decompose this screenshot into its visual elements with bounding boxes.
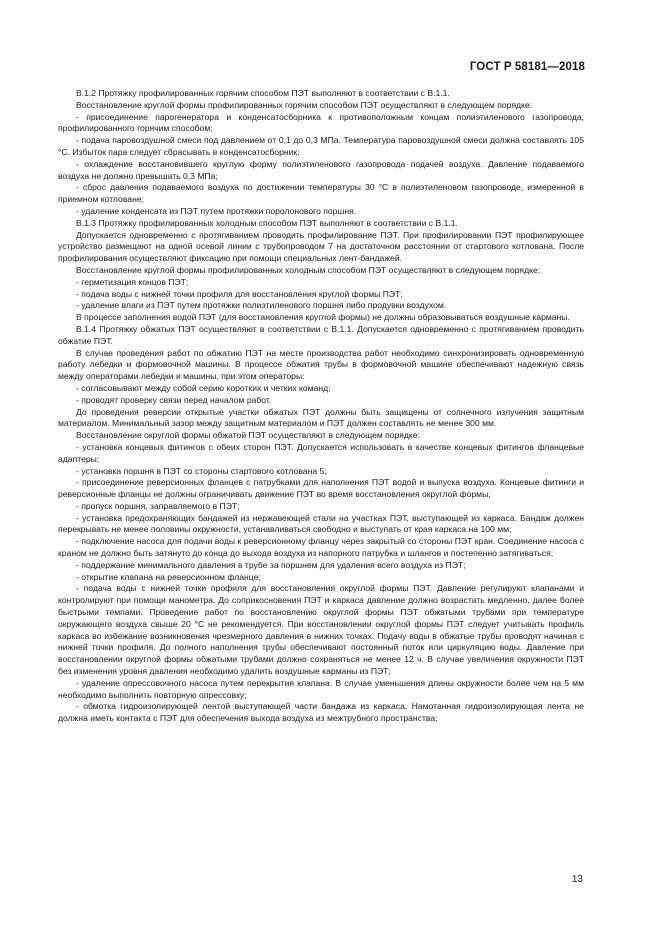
list-item: - согласовывают между собой серию коротких и четких команд; — [76, 382, 331, 393]
list-item: - установка концевых фитингов с обеих сторон ПЭТ. Допускается использовать в качестве концевых фитингов фланцевые адаптеры; — [58, 441, 584, 464]
document-body — [58, 88, 584, 725]
page-number: 13 — [571, 874, 583, 885]
paragraph: В.1.2 Протяжку профилированных горячим способом ПЭТ выполняют в соответствии с В.1.1. — [76, 88, 450, 98]
paragraph: В случае проведения работ по обжатию ПЭТ на месте производства работ необходимо синхронизировать одновременную работу лебедки и формовочной машины. В процессе обжатия трубы в формовочной машине обеспечивают надежную связь между операторами лебедки и машины, при этом операторы: — [58, 347, 584, 382]
list-item: - установка поршня в ПЭТ со стороны стартового котлована 5; — [76, 465, 327, 476]
list-item: - открытие клапана на реверсионном фланце; — [76, 571, 261, 582]
list-item: - присоединение реверсионных фланцев с патрубками для наполнения ПЭТ водой и выпуска воздуха. Концевые фитинги и реверсионные фланцы не должны ограничивать движение ПЭТ во время восстановления округлой формы; — [58, 477, 584, 500]
list-item: - поддержание минимального давления в трубе за поршнем для удаления всего воздуха из ПЭТ; — [76, 559, 466, 570]
list-item: - пропуск поршня, заправляемого в ПЭТ; — [76, 500, 240, 511]
list-item: - проводят проверку связи перед началом работ. — [76, 394, 272, 405]
list-item: - удаление опрессовочного насоса путем перекрытия клапана. В случае уменьшения длины окружности более чем на 5 мм необходимо выполнить повторную опрессовку; — [58, 677, 584, 700]
paragraph: До проведения реверсии открытые участки обжатых ПЭТ должны быть защищены от солнечного излучения защитным материалом. Минимальный зазор между защитным материалом и ПЭТ должен составлять не менее 300 мм. — [58, 406, 584, 429]
paragraph: В.1.4 Протяжку обжатых ПЭТ осуществляют в соответствии с В.1.1. Допускается одновременно с протягиванием проводить обжатие ПЭТ. — [58, 323, 584, 346]
paragraph: В процессе заполнения водой ПЭТ (для восстановления круглой формы) не должны образовываться воздушные карманы. — [76, 312, 570, 323]
list-item: - подключение насоса для подачи воды к реверсионному фланцу через закрытый со стороны ПЭТ кран. Соединение насоса с краном не должно быть затянуто до конца до выхода воздуха из напорного патрубка и шлангов и постепенно затягиваться; — [58, 536, 584, 559]
list-item: - подача воды с нижней точки профиля для восстановления круглой формы ПЭТ; — [76, 288, 403, 299]
document-header: ГОСТ Р 58181—2018 — [469, 61, 585, 73]
paragraph: Восстановление округлой формы обжатой ПЭТ осуществляют в следующем порядке: — [76, 430, 420, 441]
paragraph: Допускается одновременно с протягиванием проводить профилирование ПЭТ. При профилировании ПЭТ профилирующее устройство размещают на одной осевой линии с трубопроводом 7 на достаточном расстоянии от стартового котлована. После профилирования осуществляют фиксацию при помощи специальных лент-бандажей. — [58, 229, 584, 264]
list-item: - присоединение парогенератора и конденсатосборника к противоположным концам полиэтиленового газопровода, профилированного горячим способом; — [58, 111, 584, 134]
list-item: - удаление влаги из ПЭТ путем протяжки полиэтиленового поршня либо продувки воздухом. — [76, 300, 447, 311]
paragraph: Восстановление круглой формы профилированных горячим способом ПЭТ осуществляют в следующем порядке: — [76, 99, 533, 110]
list-item: - герметизация концов ПЭТ; — [76, 276, 189, 287]
list-item: - установка предохраняющих бандажей из нержавеющей стали на участках ПЭТ, выступающей из каркаса. Бандаж должен перекрывать не менее половины окружности, устанавливаться свободно и выступать от края каркаса на 100 мм; — [58, 512, 584, 535]
list-item: - обмотка гидроизолирующей лентой выступающей части бандажа из каркаса. Намотанная гидроизолирующая лента не должна иметь контакта с ПЭТ для обеспечения выхода воздуха из межтрубного пространства; — [58, 701, 584, 724]
paragraph: Восстановление круглой формы профилированных холодным способом ПЭТ осуществляют в следующем порядке: — [76, 264, 541, 275]
list-item: - подача паровоздушной смеси под давлением от 0,1 до 0,3 МПа. Температура паровоздушной смеси должна составлять 105 °С. Избыток пара следует сбрасывать в конденсатосборник; — [58, 135, 584, 157]
paragraph: В.1.3 Протяжку профилированных холодным способом ПЭТ выполняют в соответствии с В.1.1. — [76, 217, 458, 228]
list-item: - удаление конденсата из ПЭТ путем протяжки поролонового поршня. — [76, 205, 357, 216]
list-item: - подача воды с нижней точки профиля для восстановления округлой формы ПЭТ. Давление регулируют клапанами и контролируют при помощи манометра. До соприкосновения ПЭТ и каркаса давление должно возрастать медленно, далее более быстрыми темпами. Проведение работ по восстановлению округлой формы ПЭТ обжатыми трубами при температуре окружающего воздуха свыше 20 °С не рекомендуется. При восстановлении округлой формы ПЭТ следует учитывать профиль каркаса во избежание возникновения чрезмерного давления в нижних точках. Подачу воды в обжатые трубы проводят начиная с нижней точки профиля. До полного наполнения трубы обеспечивают постоянный поток или циркуляцию воды. Давление при восстановлении округлой формы обжатыми трубами должно сохраняться не менее 12 ч. В случае увеличения окружности ПЭТ без изменения уровня давления необходимо удалить воздушные карманы из ПЭТ; — [58, 583, 584, 677]
list-item: - сброс давления подаваемого воздуха по достижении температуры 30 °С в полиэтиленовом газопроводе, измеренной в приемном котловане; — [58, 182, 584, 205]
list-item: - охлаждение восстановившего круглую форму полиэтиленового газопровода подачей воздуха. Давление подаваемого воздуха не должно превышать 0,3 МПа; — [58, 158, 584, 181]
